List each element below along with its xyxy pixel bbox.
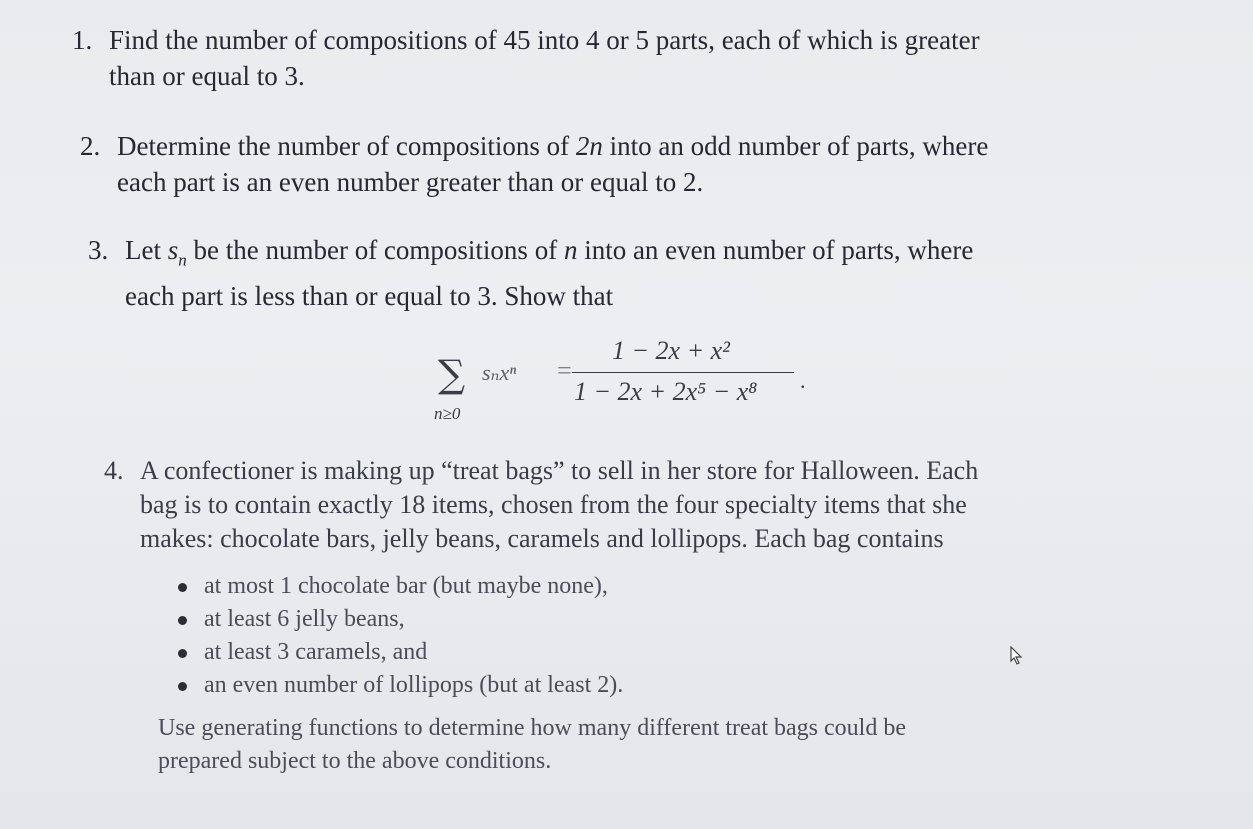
problem-line: each part is an even number greater than or equal to 2.	[117, 167, 704, 197]
bullet-icon	[178, 682, 187, 691]
list-item	[178, 570, 878, 603]
bullet-icon	[178, 583, 187, 592]
fraction-bar	[572, 372, 794, 373]
equals-sign: =	[557, 356, 572, 385]
text-run: Let	[125, 235, 168, 265]
list-item	[178, 603, 878, 636]
problem-text	[140, 454, 1120, 556]
problem-line: bag is to contain exactly 18 items, chosen from the four specialty items that she	[140, 490, 967, 519]
sum-index: n≥0	[434, 404, 461, 423]
problem-line: than or equal to 3.	[109, 61, 305, 91]
problem-line: Find the number of compositions of 45 into 4 or 5 parts, each of which is greater	[109, 25, 980, 55]
list-item-text: at least 3 caramels, and	[204, 639, 428, 665]
bag-conditions-list	[178, 570, 878, 702]
generating-function-formula	[432, 330, 832, 430]
list-item	[178, 669, 878, 702]
math-variable: n	[563, 235, 578, 265]
problem-line: A confectioner is making up “treat bags” to sell in her store for Halloween. Each	[140, 456, 979, 485]
formula-period: .	[800, 368, 806, 393]
problem-line	[125, 232, 1155, 278]
text-run: into an odd number of parts, where	[602, 131, 989, 161]
problem-line	[117, 128, 1157, 164]
list-item-text: at least 6 jelly beans,	[204, 606, 405, 632]
problem-4-conclusion	[158, 712, 1118, 778]
bullet-icon	[178, 616, 187, 625]
conclusion-line: prepared subject to the above conditions.	[158, 748, 552, 774]
problem-text	[117, 128, 1157, 200]
sigma-symbol: ∑	[438, 352, 466, 396]
list-item-text: an even number of lollipops (but at least 2).	[204, 672, 624, 698]
list-item	[178, 636, 878, 669]
problem-line: each part is less than or equal to 3. Show that	[125, 281, 614, 312]
text-run: into an even number of parts, where	[577, 235, 974, 265]
text-run: be the number of compositions of	[186, 235, 564, 265]
sum-term: sₙxⁿ	[482, 360, 517, 385]
fraction-denominator: 1 − 2x + 2x⁵ − x⁸	[574, 377, 758, 406]
text-run: Determine the number of compositions of	[117, 131, 576, 161]
problem-text	[109, 22, 1169, 94]
problem-number: 4.	[104, 456, 124, 485]
problem-number: 2.	[80, 131, 101, 161]
math-variable: 2n	[575, 131, 603, 161]
mouse-cursor-icon	[1009, 646, 1023, 666]
fraction-numerator: 1 − 2x + x²	[612, 336, 730, 365]
bullet-icon	[178, 649, 187, 658]
math-subscript: n	[178, 250, 187, 270]
problem-number: 3.	[88, 235, 109, 265]
conclusion-line: Use generating functions to determine how many different treat bags could be	[158, 715, 906, 741]
list-item-text: at most 1 chocolate bar (but maybe none),	[204, 573, 608, 599]
problem-line: makes: chocolate bars, jelly beans, caramels and lollipops. Each bag contains	[140, 524, 944, 553]
problem-text	[125, 232, 1155, 314]
math-variable: s	[167, 235, 179, 265]
problem-number: 1.	[72, 25, 93, 55]
